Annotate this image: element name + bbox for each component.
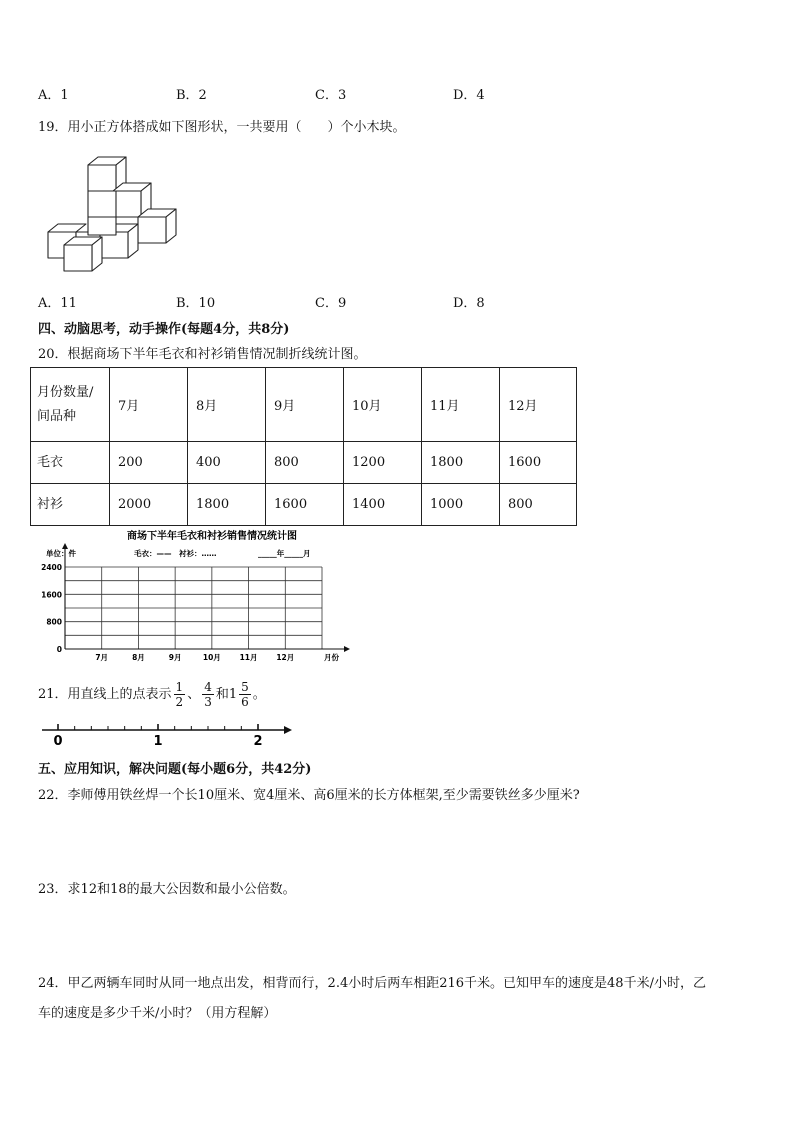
- month-cell: 10月: [344, 368, 422, 442]
- x-tick-label: 7月: [95, 653, 109, 662]
- x-axis-arrow: [344, 646, 350, 652]
- chart-labels: [41, 563, 339, 662]
- fraction-numerator: 5: [241, 680, 249, 694]
- table-row: [31, 442, 577, 484]
- q19-option-c: C．9: [315, 296, 347, 311]
- number-line: [36, 718, 296, 750]
- question-23: 23．求12和18的最大公因数和最小公倍数。: [38, 882, 296, 897]
- fraction-denominator: 2: [175, 695, 184, 709]
- fraction-1: [174, 680, 186, 709]
- number-line-label: 1: [153, 734, 163, 749]
- month-cell: 8月: [188, 368, 266, 442]
- table-cell: 1600: [266, 484, 344, 526]
- fraction-2: [202, 680, 214, 709]
- section-5-heading: 五、应用知识，解决问题(每小题6分，共42分): [38, 762, 312, 777]
- fraction-denominator: 3: [204, 695, 212, 709]
- mixed-whole: 1: [228, 687, 238, 702]
- y-tick-label: 1600: [41, 590, 62, 600]
- table-row: [31, 484, 577, 526]
- row-label: 衬衫: [31, 484, 110, 526]
- chart-date-label: _____年_____月: [258, 549, 311, 558]
- q18-option-c: C．3: [315, 88, 347, 103]
- q19-option-b: B．10: [176, 296, 216, 311]
- q21-sep2: 和: [215, 687, 229, 702]
- table-corner-header: [31, 368, 110, 442]
- q18-option-b: B．2: [176, 88, 207, 103]
- question-20: 20．根据商场下半年毛衣和衬衫销售情况制折线统计图。: [38, 347, 367, 362]
- month-cell: 7月: [110, 368, 188, 442]
- chart-title: 商场下半年毛衣和衬衫销售情况统计图: [127, 531, 297, 542]
- question-24-line1: 24．甲乙两辆车同时从同一地点出发，相背而行，2.4小时后两车相距216千米。已知甲车的速度是48千米/小时，乙: [38, 976, 706, 991]
- corner-header-bottom: 间品种: [37, 408, 77, 424]
- table-header-row: [31, 368, 577, 442]
- table-cell: 2000: [110, 484, 188, 526]
- fraction-3: [239, 680, 251, 709]
- x-tick-label: 9月: [168, 653, 182, 662]
- fraction-numerator: 4: [204, 680, 212, 694]
- table-cell: 1400: [344, 484, 422, 526]
- y-tick-label: 2400: [41, 563, 62, 572]
- number-line-ticks: [42, 724, 292, 734]
- question-21: [38, 678, 266, 712]
- y-tick-label: 0: [56, 645, 62, 654]
- table-cell: 200: [110, 442, 188, 484]
- x-axis-end-label: 月份: [324, 653, 339, 662]
- question-24-line2: 车的速度是多少千米/小时？（用方程解）: [38, 1006, 277, 1021]
- question-22: 22．李师傅用铁丝焊一个长10厘米、宽4厘米、高6厘米的长方体框架,至少需要铁丝多少厘米?: [38, 788, 580, 803]
- table-cell: 1000: [422, 484, 500, 526]
- number-line-label: 0: [53, 734, 63, 749]
- question-19: 19．用小正方体搭成如下图形状，一共要用（ ）个小木块。: [38, 120, 406, 135]
- q18-option-d: D．4: [453, 88, 485, 103]
- fraction-denominator: 6: [241, 695, 249, 709]
- month-cell: 12月: [500, 368, 577, 442]
- q21-prefix: 21．用直线上的点表示: [38, 687, 172, 702]
- fraction-numerator: 1: [175, 680, 184, 694]
- table-cell: 800: [266, 442, 344, 484]
- y-axis-arrow: [62, 543, 68, 549]
- cube-stack-figure: [40, 150, 190, 275]
- section-4-heading: 四、动脑思考，动手操作(每题4分，共8分): [38, 322, 290, 337]
- row-label: 毛衣: [31, 442, 110, 484]
- x-tick-label: 12月: [276, 653, 295, 662]
- sales-line-chart: [30, 526, 355, 666]
- month-cell: 11月: [422, 368, 500, 442]
- month-cell: 9月: [266, 368, 344, 442]
- q21-suffix: 。: [252, 687, 266, 702]
- q19-option-a: A．11: [38, 296, 77, 311]
- q18-option-a: A．1: [38, 88, 69, 103]
- table-cell: 1200: [344, 442, 422, 484]
- table-cell: 1800: [422, 442, 500, 484]
- number-line-label: 2: [253, 734, 263, 749]
- number-line-arrow: [284, 726, 292, 734]
- x-tick-label: 8月: [132, 653, 145, 662]
- q21-sep1: 、: [187, 687, 201, 702]
- sales-table: [30, 367, 577, 526]
- table-cell: 1600: [500, 442, 577, 484]
- chart-legend: 毛衣：—— 衬衫：……: [134, 549, 217, 558]
- x-tick-label: 11月: [239, 653, 258, 662]
- corner-header-top: 月份数量/: [37, 384, 94, 400]
- chart-grid: [65, 567, 322, 649]
- chart-unit-label: 单位：件: [46, 549, 76, 558]
- table-cell: 400: [188, 442, 266, 484]
- table-cell: 800: [500, 484, 577, 526]
- y-tick-label: 800: [46, 617, 62, 627]
- x-tick-label: 10月: [202, 653, 221, 662]
- table-cell: 1800: [188, 484, 266, 526]
- q19-option-d: D．8: [453, 296, 485, 311]
